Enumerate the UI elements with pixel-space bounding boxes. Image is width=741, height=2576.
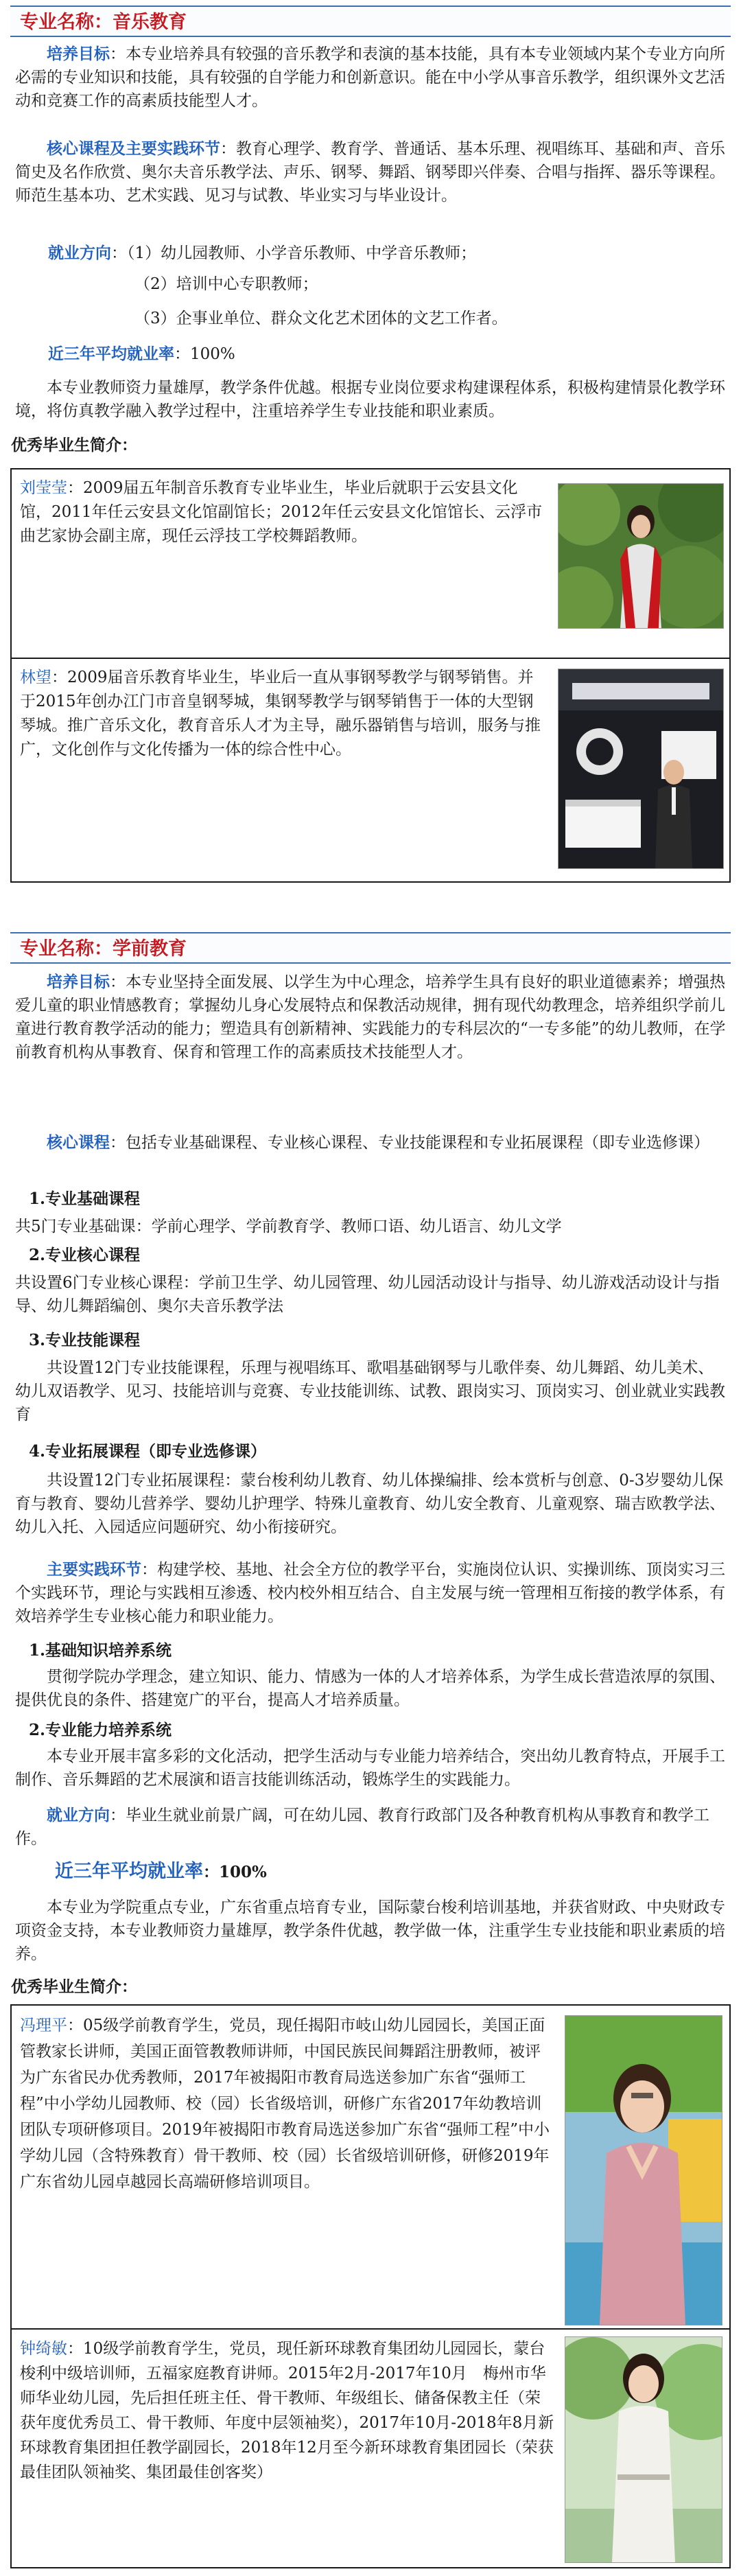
grad-photo-zhong bbox=[565, 2336, 722, 2563]
music-major-title: 专业名称：音乐教育 bbox=[10, 5, 731, 37]
music-rate-label: 近三年平均就业率 bbox=[48, 345, 174, 363]
grad-photo-lin bbox=[558, 669, 724, 869]
music-rate-value: ：100% bbox=[174, 345, 235, 363]
preschool-core-text: ：包括专业基础课程、专业核心课程、专业技能课程和专业拓展课程（即专业选修课） bbox=[110, 1134, 709, 1152]
music-employment-item-2: （2）培训中心专职教师； bbox=[134, 275, 318, 293]
preschool-employment-text: ：毕业生就业前景广阔，可在幼儿园、教育行政部门及各种教育机构从事教育和教学工作。 bbox=[15, 1807, 709, 1848]
preschool-sys2-title: 2.专业能力培养系统 bbox=[29, 1721, 172, 1739]
grad-name: 冯理平 bbox=[20, 2017, 67, 2034]
music-grad-card-2 bbox=[10, 658, 731, 883]
preschool-practice-text: ：构建学校、基地、社会全方位的教学平台，实施岗位认识、实操训练、顶岗实习三个实践环节，理论与实践相互渗透、校内校外相互结合、自主发展与统一管理相互衔接的教学体系，有效培养学生专业核心能力和职业能力。 bbox=[15, 1561, 725, 1625]
preschool-goal-label: 培养目标 bbox=[47, 973, 110, 991]
preschool-practice-label: 主要实践环节 bbox=[47, 1560, 141, 1579]
music-employment-label: 就业方向 bbox=[48, 244, 111, 262]
preschool-grad-card-1 bbox=[10, 2004, 731, 2338]
music-goal-text: ：本专业培养具有较强的音乐教学和表演的基本技能，具有本专业领域内某个专业方向所必需的专业知识和技能，具有较强的自学能力和创新意识。能在中小学从事音乐教学，组织课外文艺活动和竞赛工作的高素质技能型人才。 bbox=[15, 45, 725, 110]
grad-bio: 冯理平：05级学前教育学生，党员，现任揭阳市岐山幼儿园园长，美国正面管教家长讲师，美国正面管教教师讲师，中国民族民间舞蹈注册教师，被评为广东省民办优秀教师，2017年被揭阳市教育局选送参加广东省“强师工程”中小学幼儿园教师、校（园）长省级培训，研修广东省2017年幼教培训团队专项研修项目。2019年被揭阳市教育局选送参加广东省“强师工程”中小学幼儿园（含特殊教育）骨干教师、校（园）长省级培训研修，研修2019年广东省幼儿园卓越园长高端研修培训项目。 bbox=[20, 2017, 550, 2191]
preschool-cat1-text: 共5门专业基础课：学前心理学、学前教育学、教师口语、幼儿语言、幼儿文学 bbox=[15, 1218, 562, 1235]
preschool-sys2-text: 本专业开展丰富多彩的文化活动，把学生活动与专业能力培养结合，突出幼儿教育特点，开展手工制作、音乐舞蹈的艺术展演和语言技能训练活动，锻炼学生的实践能力。 bbox=[15, 1748, 725, 1789]
music-courses-label: 核心课程及主要实践环节 bbox=[47, 139, 220, 158]
preschool-cat4-title: 4.专业拓展课程（即专业选修课） bbox=[29, 1442, 267, 1461]
grad-photo-feng bbox=[565, 2015, 722, 2325]
portrait-piano-store-image bbox=[558, 669, 723, 868]
music-grads-heading: 优秀毕业生简介： bbox=[11, 436, 137, 454]
music-courses-text: ：教育心理学、教育学、普通话、基本乐理、视唱练耳、基础和声、音乐简史及名作欣赏、奥尔夫音乐教学法、声乐、钢琴、舞蹈、钢琴即兴伴奏、合唱与指挥、器乐等课程。师范生基本功、艺术实践、见习与试教、毕业实习与毕业设计。 bbox=[15, 140, 725, 205]
preschool-employment-label: 就业方向 bbox=[47, 1806, 110, 1824]
portrait-playground-image bbox=[565, 2016, 722, 2325]
preschool-cat3-text: 共设置12门专业技能课程，乐理与视唱练耳、歌唱基础钢琴与儿歌伴奏、幼儿舞蹈、幼儿美术、幼儿双语教学、见习、技能培训与竞赛、专业技能训练、试教、跟岗实习、顶岗实习、创业就业实践教育 bbox=[15, 1359, 725, 1424]
preschool-goal-text: ：本专业坚持全面发展、以学生为中心理念，培养学生具有良好的职业道德素养；增强热爱儿童的职业情感教育；掌握幼儿身心发展特点和保教活动规律，拥有现代幼教理念，培养组织学前儿童进行教育教学活动的能力；塑造具有创新精神、实践能力的专科层次的“一专多能”的幼儿教师，在学前教育机构从事教育、保育和管理工作的高素质技术技能型人才。 bbox=[15, 973, 726, 1061]
preschool-rate-line bbox=[55, 1860, 267, 1884]
grad-name: 林望 bbox=[20, 669, 51, 686]
music-goal-label: 培养目标 bbox=[47, 45, 110, 63]
preschool-faculty-text: 本专业为学院重点专业，广东省重点培育专业，国际蒙台梭利培训基地，并获省财政、中央财政专项资金支持，本专业教师资力量雄厚，教学条件优越，教学做一体，注重学生专业技能和职业素质的培养。 bbox=[15, 1899, 725, 1963]
grad-bio: 林望：2009届音乐教育毕业生，毕业后一直从事钢琴教学与钢琴销售。并于2015年创办江门市音皇钢琴城，集钢琴教学与钢琴销售于一体的大型钢琴城。推广音乐文化，教育音乐人才为主导，融乐器销售与培训，服务与推广，文化创作与文化传播为一体的综合性中心。 bbox=[20, 669, 541, 758]
preschool-rate-label: 近三年平均就业率 bbox=[55, 1861, 203, 1882]
preschool-goal-paragraph bbox=[15, 971, 726, 1064]
preschool-sys1-title: 1.基础知识培养系统 bbox=[29, 1641, 172, 1660]
music-goal-paragraph bbox=[15, 43, 726, 113]
grad-name: 钟绮敏 bbox=[20, 2340, 67, 2358]
music-courses-paragraph bbox=[15, 137, 726, 207]
preschool-core-paragraph bbox=[15, 1131, 726, 1154]
music-grad-card-1 bbox=[10, 468, 731, 667]
music-employment-item-1: ：（1）幼儿园教师、小学音乐教师、中学音乐教师； bbox=[111, 244, 477, 262]
music-employment-item-3: （3）企事业单位、群众文化艺术团体的文艺工作者。 bbox=[134, 310, 508, 327]
preschool-rate-value: ：100% bbox=[203, 1863, 267, 1881]
grad-bio: 钟绮敏：10级学前教育学生，党员，现任新环球教育集团幼儿园园长，蒙台梭利中级培训师，五福家庭教育讲师。2015年2月-2017年10月 梅州市华师华业幼儿园，先后担任班主任、骨干教师、年级组长、储备保教主任（荣获年度优秀员工、骨干教师、年度中层领袖奖），2017年10月-2018年8月新环球教育集团担任教学副园长，2018年12月至今新环球教育集团园长（荣获最佳团队领袖奖、集团最佳创客奖） bbox=[20, 2340, 554, 2481]
preschool-cat4-text: 共设置12门专业拓展课程：蒙台梭利幼儿教育、幼儿体操编排、绘本赏析与创意、0-3岁婴幼儿保育与教育、婴幼儿营养学、婴幼儿护理学、特殊儿童教育、幼儿安全教育、儿童观察、瑞吉欧教学法、幼儿入托、入园适应问题研究、幼小衔接研究。 bbox=[15, 1472, 725, 1536]
preschool-cat2-title: 2.专业核心课程 bbox=[29, 1246, 141, 1264]
portrait-outdoor-image bbox=[565, 2337, 722, 2562]
music-employment-line-1 bbox=[48, 242, 476, 265]
preschool-sys1-text: 贯彻学院办学理念，建立知识、能力、情感为一体的人才培养体系，为学生成长营造浓厚的氛围、提供优良的条件、搭建宽广的平台，提高人才培养质量。 bbox=[15, 1668, 725, 1709]
grad-name: 刘莹莹 bbox=[20, 479, 67, 497]
grad-photo-liu bbox=[558, 483, 724, 629]
preschool-grads-heading: 优秀毕业生简介： bbox=[11, 1977, 137, 1996]
preschool-cat1-title: 1.专业基础课程 bbox=[29, 1190, 141, 1208]
portrait-garden-image bbox=[558, 484, 723, 628]
music-faculty-text: 本专业教师资力量雄厚，教学条件优越。根据专业岗位要求构建课程体系，积极构建情景化教学环境，将仿真教学融入教学过程中，注重培养学生专业技能和职业素质。 bbox=[15, 379, 725, 420]
preschool-core-label: 核心课程 bbox=[47, 1133, 110, 1152]
music-rate-line bbox=[48, 343, 235, 366]
preschool-practice-paragraph bbox=[15, 1558, 726, 1628]
preschool-cat2-text: 共设置6门专业核心课程：学前卫生学、幼儿园管理、幼儿园活动设计与指导、幼儿游戏活动设计与指导、幼儿舞蹈编创、奥尔夫音乐教学法 bbox=[15, 1274, 720, 1315]
preschool-cat3-title: 3.专业技能课程 bbox=[29, 1331, 141, 1349]
preschool-employment-paragraph bbox=[15, 1804, 726, 1850]
preschool-major-title: 专业名称：学前教育 bbox=[10, 932, 731, 964]
grad-bio: 刘莹莹：2009届五年制音乐教育专业毕业生，毕业后就职于云安县文化馆，2011年任云安县文化馆副馆长；2012年任云安县文化馆馆长、云浮市曲艺家协会副主席，现任云浮技工学校舞蹈教师。 bbox=[20, 479, 543, 545]
preschool-grad-card-2 bbox=[10, 2328, 731, 2568]
